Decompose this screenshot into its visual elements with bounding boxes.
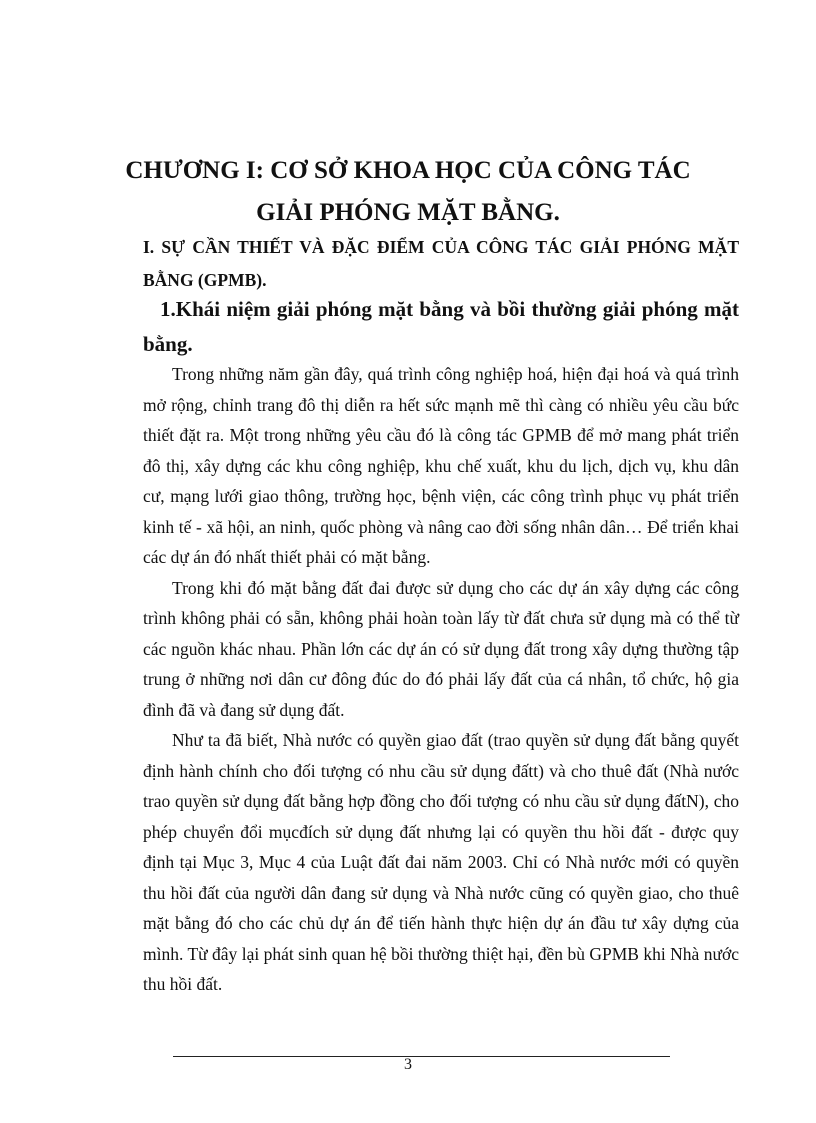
- chapter-title-line-1: CHƯƠNG I: CƠ SỞ KHOA HỌC CỦA CÔNG TÁC: [125, 157, 691, 184]
- paragraph-2: Trong khi đó mặt bằng đất đai được sử dụng cho các dự án xây dựng các công trình không phải có sẵn, không phải hoàn toàn lấy từ đất chưa sử dụng mà có thể từ các nguồn khác nhau. Phần lớn các dự án có sử dụng đất trong xây dựng thường tập trung ở những nơi dân cư đông đúc do đó phải lấy đất của cá nhân, tổ chức, hộ gia đình đã và đang sử dụng đất.: [143, 577, 739, 720]
- section-heading: I. SỰ CẦN THIẾT VÀ ĐẶC ĐIỂM CỦA CÔNG TÁC GIẢI PHÓNG MẶT BẰNG (GPMB).: [143, 237, 739, 290]
- subsection-heading: 1.Khái niệm giải phóng mặt bằng và bồi thường giải phóng mặt bằng.: [143, 297, 739, 356]
- paragraph-3: Như ta đã biết, Nhà nước có quyền giao đất (trao quyền sử dụng đất bằng quyết định hành chính cho đối tượng có nhu cầu sử dụng đấtt) và cho thuê đất (Nhà nước trao quyền sử dụng đất bằng hợp đồng cho đối tượng có nhu cầu sử dụng đấtN), cho phép chuyển đổi mụcđích sử dụng đất nhưng lại có quyền thu hồi đất - được quy định tại Mục 3, Mục 4 của Luật đất đai năm 2003. Chỉ có Nhà nước mới có quyền thu hồi đất của người dân đang sử dụng và Nhà nước cũng có quyền giao, cho thuê mặt bằng đó cho các chủ dự án để tiến hành thực hiện dự án đầu tư xây dựng của mình. Từ đây lại phát sinh quan hệ bồi thường thiệt hại, đền bù GPMB khi Nhà nước thu hồi đất.: [143, 730, 739, 994]
- page-number: 3: [404, 1056, 412, 1073]
- chapter-title-line-2: GIẢI PHÓNG MẶT BẰNG.: [256, 199, 560, 226]
- chapter-title: [120, 150, 696, 234]
- body-text: [143, 359, 739, 1000]
- paragraph-1: Trong những năm gần đây, quá trình công nghiệp hoá, hiện đại hoá và quá trình mở rộng, chỉnh trang đô thị diễn ra hết sức mạnh mẽ thì càng có nhiều yêu cầu bức thiết đặt ra. Một trong những yêu cầu đó là công tác GPMB để mở mang phát triển đô thị, xây dựng các khu công nghiệp, khu chế xuất, khu du lịch, dịch vụ, khu dân cư, mạng lưới giao thông, trường học, bệnh viện, các công trình phục vụ phát triển kinh tế - xã hội, an ninh, quốc phòng và nâng cao đời sống nhân dân… Để triển khai các dự án đó nhất thiết phải có mặt bằng.: [143, 364, 739, 567]
